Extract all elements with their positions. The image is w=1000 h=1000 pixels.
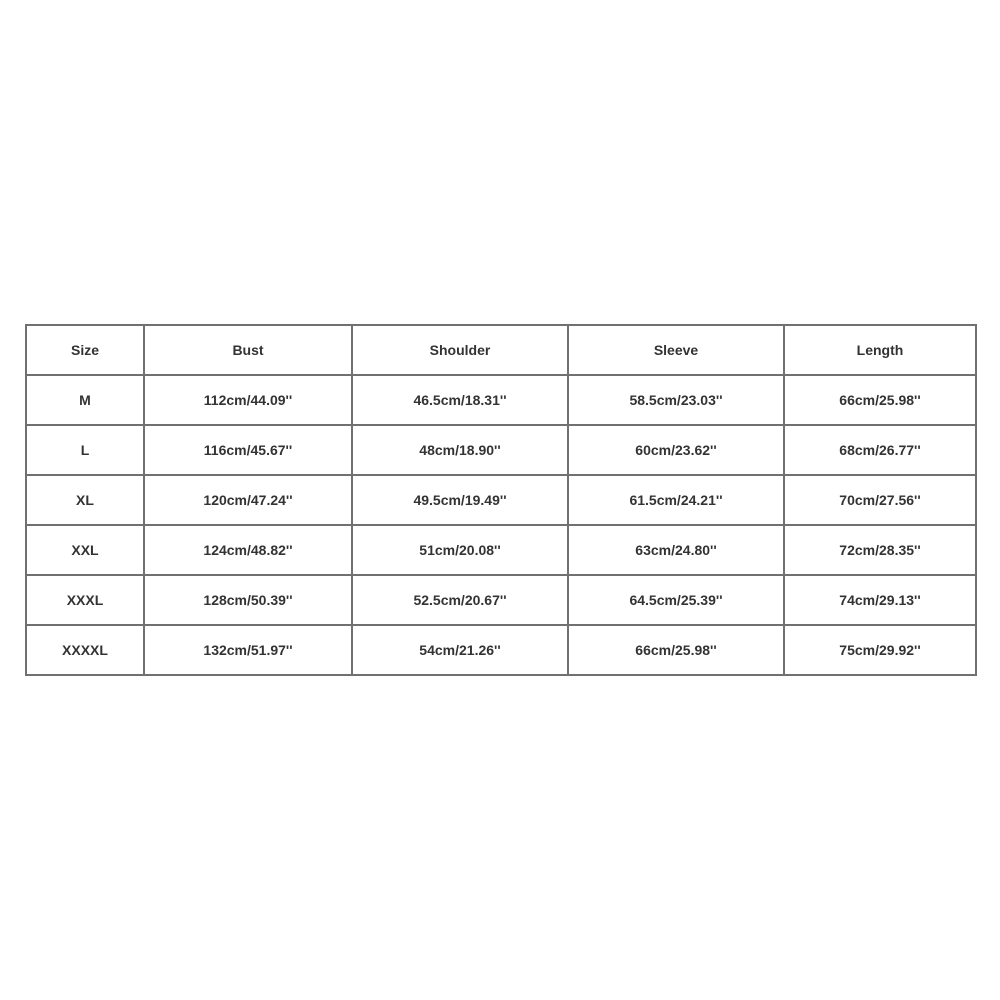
cell-size: XXXL [26, 575, 144, 625]
table-row [26, 375, 976, 425]
cell-sleeve: 64.5cm/25.39'' [568, 575, 784, 625]
header-length: Length [784, 325, 976, 375]
cell-shoulder: 54cm/21.26'' [352, 625, 568, 675]
cell-length: 68cm/26.77'' [784, 425, 976, 475]
cell-length: 74cm/29.13'' [784, 575, 976, 625]
table-row [26, 525, 976, 575]
header-sleeve: Sleeve [568, 325, 784, 375]
cell-bust: 116cm/45.67'' [144, 425, 352, 475]
table-row [26, 575, 976, 625]
cell-bust: 120cm/47.24'' [144, 475, 352, 525]
cell-length: 70cm/27.56'' [784, 475, 976, 525]
header-size: Size [26, 325, 144, 375]
cell-length: 72cm/28.35'' [784, 525, 976, 575]
cell-size: XXXXL [26, 625, 144, 675]
cell-shoulder: 51cm/20.08'' [352, 525, 568, 575]
cell-length: 75cm/29.92'' [784, 625, 976, 675]
table-row [26, 625, 976, 675]
cell-bust: 132cm/51.97'' [144, 625, 352, 675]
table-header-row [26, 325, 976, 375]
header-bust: Bust [144, 325, 352, 375]
cell-sleeve: 66cm/25.98'' [568, 625, 784, 675]
cell-shoulder: 49.5cm/19.49'' [352, 475, 568, 525]
cell-size: XXL [26, 525, 144, 575]
cell-bust: 124cm/48.82'' [144, 525, 352, 575]
cell-bust: 128cm/50.39'' [144, 575, 352, 625]
table-row [26, 475, 976, 525]
cell-length: 66cm/25.98'' [784, 375, 976, 425]
cell-shoulder: 48cm/18.90'' [352, 425, 568, 475]
cell-sleeve: 63cm/24.80'' [568, 525, 784, 575]
cell-bust: 112cm/44.09'' [144, 375, 352, 425]
cell-size: XL [26, 475, 144, 525]
header-shoulder: Shoulder [352, 325, 568, 375]
cell-sleeve: 58.5cm/23.03'' [568, 375, 784, 425]
cell-sleeve: 60cm/23.62'' [568, 425, 784, 475]
cell-size: M [26, 375, 144, 425]
size-chart-table [25, 324, 977, 676]
cell-shoulder: 52.5cm/20.67'' [352, 575, 568, 625]
table-row [26, 425, 976, 475]
cell-sleeve: 61.5cm/24.21'' [568, 475, 784, 525]
cell-shoulder: 46.5cm/18.31'' [352, 375, 568, 425]
cell-size: L [26, 425, 144, 475]
